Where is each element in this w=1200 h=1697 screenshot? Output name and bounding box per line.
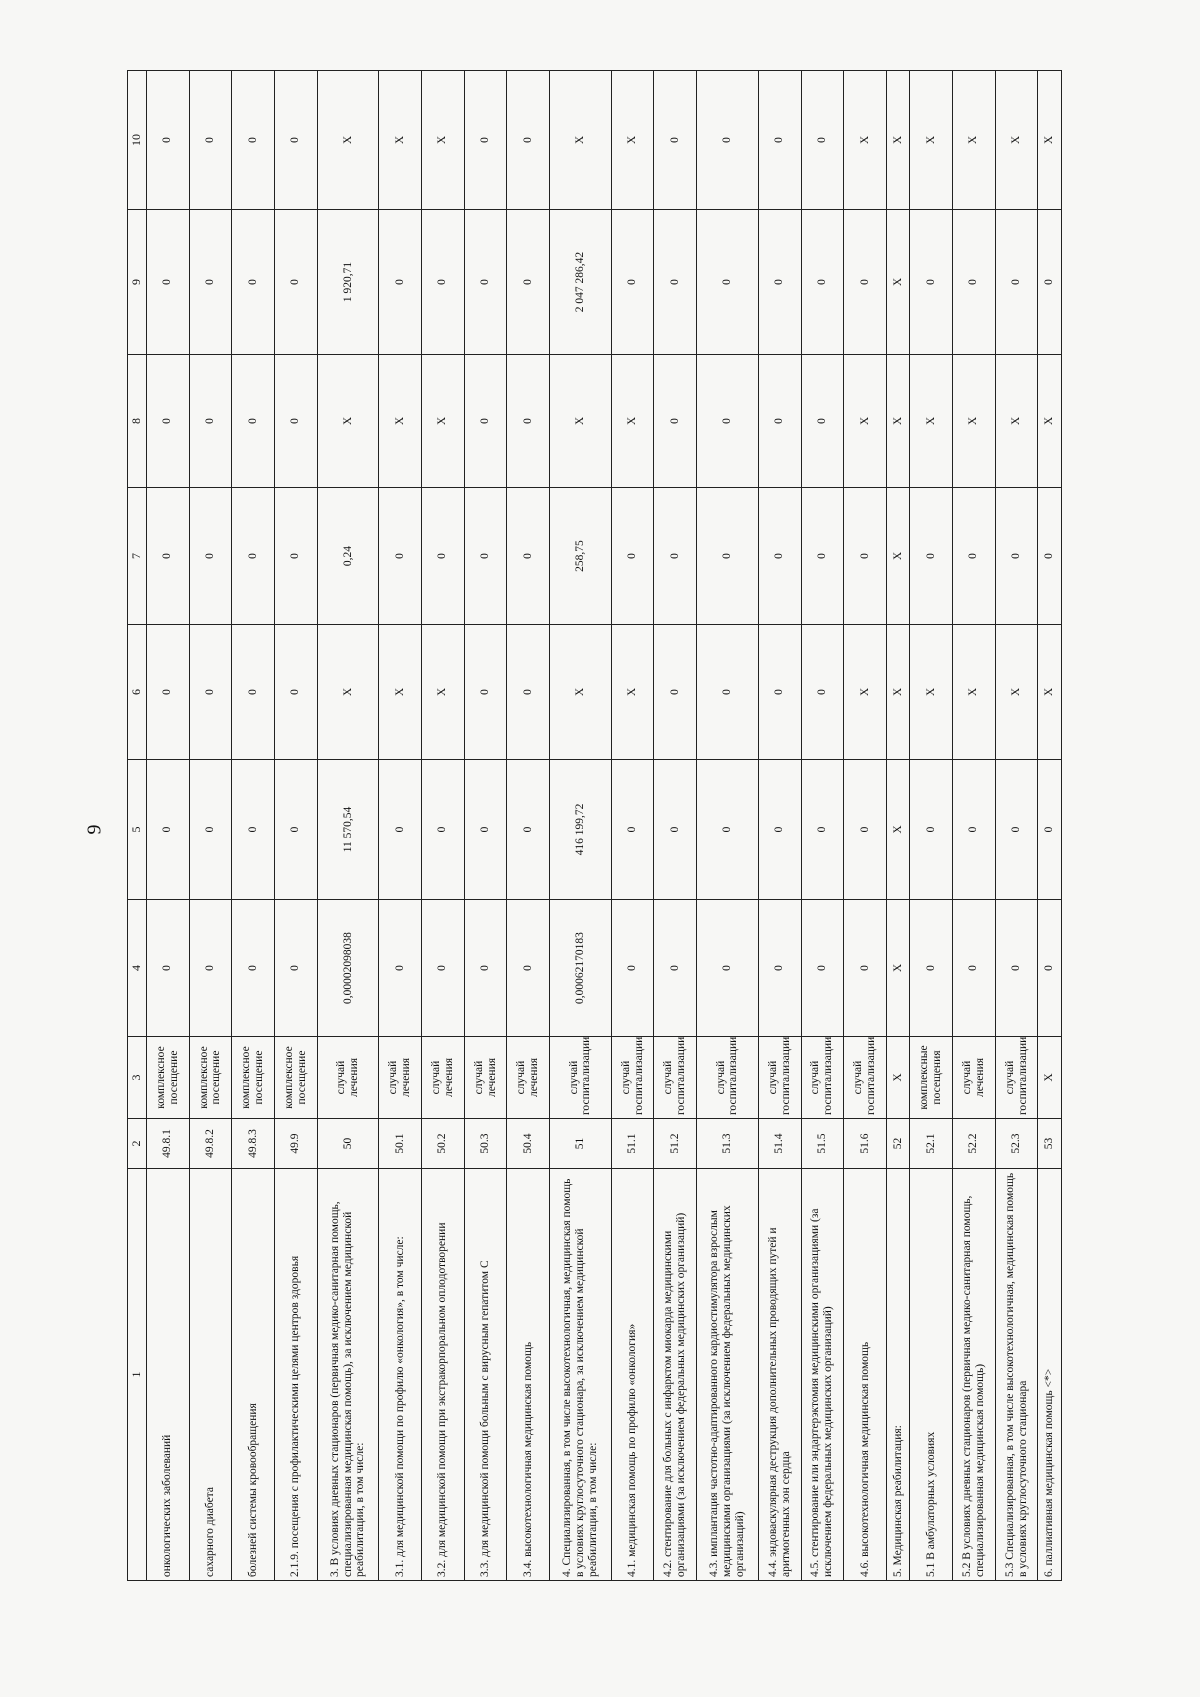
table-cell: 0 [232, 355, 275, 488]
table-cell: Х [886, 488, 910, 625]
table-cell: 0 [1038, 488, 1062, 625]
table-cell: 0 [801, 210, 844, 355]
table-cell: 0 [147, 355, 190, 488]
table-cell: 0 [697, 355, 759, 488]
table-cell: 0 [995, 900, 1038, 1037]
table-cell: Х [886, 1037, 910, 1119]
table-cell: Х [611, 71, 654, 210]
table-cell: 49.9 [274, 1119, 317, 1169]
table-cell: 0 [654, 625, 697, 760]
table-row [758, 71, 801, 1581]
table-cell: 0 [611, 760, 654, 900]
table-container [127, 71, 1062, 1581]
table-cell: случай госпитализации [611, 1037, 654, 1119]
table-cell: 0 [654, 760, 697, 900]
table-cell: 0 [910, 760, 953, 900]
table-cell: 0 [844, 488, 887, 625]
table-row [844, 71, 887, 1581]
table-row [232, 71, 275, 1581]
table-cell: Х [379, 625, 422, 760]
table-cell: 53 [1038, 1119, 1062, 1169]
row-label-cell: 5.2 В условиях дневных стационаров (первичная медико-санитарная помощь, специализированная медицинская помощь) [953, 1169, 996, 1581]
table-cell: 0 [189, 355, 232, 488]
table-cell: 0 [274, 210, 317, 355]
row-label-cell: 6. паллиативная медицинская помощь <*> [1038, 1169, 1062, 1581]
table-cell: 0 [697, 488, 759, 625]
table-cell: Х [379, 355, 422, 488]
table-cell: Х [886, 355, 910, 488]
table-cell: 0 [507, 625, 550, 760]
table-row [1038, 71, 1062, 1581]
table-cell: 0 [507, 71, 550, 210]
table-cell: 50.4 [507, 1119, 550, 1169]
table-row [953, 71, 996, 1581]
table-cell: 0 [697, 900, 759, 1037]
table-cell: 0 [758, 210, 801, 355]
table-cell: Х [1038, 71, 1062, 210]
row-label-cell: онкологических заболеваний [147, 1169, 190, 1581]
table-cell: 50 [317, 1119, 379, 1169]
table-cell: 49.8.3 [232, 1119, 275, 1169]
row-label-cell: 4.5. стентирование или эндартерэктомия медицинскими организациями (за исключением федеральных медицинских организаций) [801, 1169, 844, 1581]
table-row [654, 71, 697, 1581]
table-cell: комплексное посещение [232, 1037, 275, 1119]
table-cell: 50.2 [422, 1119, 465, 1169]
column-header-1: 1 [128, 1169, 147, 1581]
table-cell: 0 [147, 210, 190, 355]
table-cell: 52 [886, 1119, 910, 1169]
table-cell: Х [550, 71, 612, 210]
table-cell: Х [953, 71, 996, 210]
table-cell: 0 [274, 488, 317, 625]
table-cell: Х [422, 355, 465, 488]
row-label-cell: сахарного диабета [189, 1169, 232, 1581]
table-cell: 0 [995, 760, 1038, 900]
table-cell: случай госпитализации [550, 1037, 612, 1119]
table-cell: 51.2 [654, 1119, 697, 1169]
table-cell: 0 [274, 760, 317, 900]
table-cell: Х [886, 71, 910, 210]
row-label-cell: 4. Специализированная, в том числе высокотехнологичная, медицинская помощь в условиях круглосуточного стационара, за исключением медицинской реабилитации, в том числе: [550, 1169, 612, 1581]
table-cell: 0 [274, 355, 317, 488]
table-cell: случай госпитализации [654, 1037, 697, 1119]
table-cell: 416 199,72 [550, 760, 612, 900]
table-cell: 51.5 [801, 1119, 844, 1169]
table-cell: 0 [232, 760, 275, 900]
table-cell: случай лечения [422, 1037, 465, 1119]
table-cell: случай госпитализации [801, 1037, 844, 1119]
table-cell: Х [317, 71, 379, 210]
table-cell: 0 [697, 760, 759, 900]
table-cell: 0 [844, 210, 887, 355]
column-header-5: 5 [128, 760, 147, 900]
data-table [127, 70, 1062, 1581]
table-row [886, 71, 910, 1581]
table-cell: 0 [147, 488, 190, 625]
table-cell: 0 [953, 210, 996, 355]
column-header-3: 3 [128, 1037, 147, 1119]
table-cell: 0 [422, 210, 465, 355]
table-cell: 51.6 [844, 1119, 887, 1169]
table-cell: 51.3 [697, 1119, 759, 1169]
table-cell: Х [844, 71, 887, 210]
table-cell: 0 [507, 488, 550, 625]
table-row [317, 71, 379, 1581]
table-cell: Х [910, 71, 953, 210]
table-cell: 0 [464, 71, 507, 210]
row-label-cell: болезней системы кровообращения [232, 1169, 275, 1581]
table-cell: 0 [1038, 210, 1062, 355]
table-row [147, 71, 190, 1581]
row-label-cell: 3.3. для медицинской помощи больным с вирусным гепатитом С [464, 1169, 507, 1581]
table-cell: 0 [1038, 900, 1062, 1037]
table-row [697, 71, 759, 1581]
page-number: 9 [83, 824, 106, 835]
table-cell: комплексное посещение [147, 1037, 190, 1119]
table-row [422, 71, 465, 1581]
table-cell: 0 [274, 900, 317, 1037]
table-cell: 0 [507, 900, 550, 1037]
table-cell: 0 [995, 210, 1038, 355]
table-cell: 0 [611, 210, 654, 355]
table-cell: Х [379, 71, 422, 210]
table-cell: Х [550, 355, 612, 488]
table-cell: 0 [910, 900, 953, 1037]
table-cell: Х [910, 625, 953, 760]
table-cell: Х [1038, 625, 1062, 760]
table-cell: 0 [758, 355, 801, 488]
table-cell: 0 [232, 488, 275, 625]
table-cell: 0 [189, 488, 232, 625]
row-label-cell: 4.1. медицинская помощь по профилю «онкология» [611, 1169, 654, 1581]
table-row [995, 71, 1038, 1581]
column-header-6: 6 [128, 625, 147, 760]
table-cell: 0 [611, 488, 654, 625]
row-label-cell: 4.2. стентирование для больных с инфарктом миокарда медицинскими организациями (за исключением федеральных медицинских организаций) [654, 1169, 697, 1581]
table-cell: 11 570,54 [317, 760, 379, 900]
table-cell: 0 [464, 210, 507, 355]
table-cell: 0 [758, 900, 801, 1037]
table-cell: 0 [654, 71, 697, 210]
table-cell: Х [844, 355, 887, 488]
table-cell: 0 [758, 71, 801, 210]
table-cell: 0 [910, 488, 953, 625]
row-label-cell: 4.4. эндоваскулярная деструкция дополнительных проводящих путей и аритмогенных зон сердца [758, 1169, 801, 1581]
table-cell: 0 [464, 900, 507, 1037]
row-label-cell: 5.1 В амбулаторных условиях [910, 1169, 953, 1581]
table-cell: Х [953, 625, 996, 760]
table-cell: 0 [507, 210, 550, 355]
column-header-8: 8 [128, 355, 147, 488]
table-cell: 0 [379, 488, 422, 625]
table-cell: 0 [801, 355, 844, 488]
table-cell: случай лечения [379, 1037, 422, 1119]
table-cell: 52.3 [995, 1119, 1038, 1169]
table-header [128, 71, 147, 1581]
row-label-cell: 2.1.9. посещения с профилактическими целями центров здоровья [274, 1169, 317, 1581]
table-cell: Х [886, 900, 910, 1037]
table-cell: Х [886, 210, 910, 355]
row-label-cell: 5.3 Специализированная, в том числе высокотехнологичная, медицинская помощь в условиях круглосуточного стационара [995, 1169, 1038, 1581]
table-cell: Х [886, 760, 910, 900]
row-label-cell: 3.2. для медицинской помощи при экстракорпоральном оплодотворении [422, 1169, 465, 1581]
table-cell: 0 [654, 210, 697, 355]
table-cell: Х [844, 625, 887, 760]
table-cell: 51 [550, 1119, 612, 1169]
table-cell: 0 [953, 900, 996, 1037]
table-cell: 0 [758, 760, 801, 900]
table-cell: 0 [654, 488, 697, 625]
table-cell: 0 [189, 900, 232, 1037]
table-cell: 0 [801, 625, 844, 760]
table-cell: 0 [953, 760, 996, 900]
table-cell: Х [611, 355, 654, 488]
table-cell: 0 [844, 900, 887, 1037]
table-row [464, 71, 507, 1581]
table-cell: 0 [189, 760, 232, 900]
table-cell: 0 [758, 625, 801, 760]
table-cell: 0 [1038, 760, 1062, 900]
table-cell: 0 [379, 760, 422, 900]
table-cell: 49.8.2 [189, 1119, 232, 1169]
table-cell: 0 [844, 760, 887, 900]
table-cell: 258,75 [550, 488, 612, 625]
table-cell: 0 [232, 210, 275, 355]
table-row [274, 71, 317, 1581]
table-cell: Х [550, 625, 612, 760]
table-cell: 0,24 [317, 488, 379, 625]
table-cell: 0 [801, 488, 844, 625]
row-label-cell: 4.6. высокотехнологичная медицинская помощь [844, 1169, 887, 1581]
table-cell: 0 [611, 900, 654, 1037]
table-cell: 0,00002098038 [317, 900, 379, 1037]
table-cell: Х [611, 625, 654, 760]
table-cell: 0 [147, 900, 190, 1037]
table-cell: 0,00062170183 [550, 900, 612, 1037]
table-cell: 0 [507, 355, 550, 488]
table-cell: 0 [232, 625, 275, 760]
table-row [507, 71, 550, 1581]
table-cell: 0 [189, 625, 232, 760]
table-cell: случай госпитализации [758, 1037, 801, 1119]
table-cell: 0 [422, 488, 465, 625]
table-row [910, 71, 953, 1581]
table-cell: 0 [232, 900, 275, 1037]
table-cell: 0 [422, 900, 465, 1037]
table-cell: случай госпитализации [697, 1037, 759, 1119]
row-label-cell: 3.4. высокотехнологичная медицинская помощь [507, 1169, 550, 1581]
table-cell: 50.1 [379, 1119, 422, 1169]
table-cell: Х [886, 625, 910, 760]
table-cell: 0 [274, 625, 317, 760]
table-cell: 51.4 [758, 1119, 801, 1169]
table-cell: 0 [910, 210, 953, 355]
table-cell: 0 [995, 488, 1038, 625]
table-cell: 0 [758, 488, 801, 625]
table-cell: 0 [654, 355, 697, 488]
table-cell: случай госпитализации [995, 1037, 1038, 1119]
table-cell: случай лечения [507, 1037, 550, 1119]
table-cell: 0 [379, 210, 422, 355]
table-cell: 0 [422, 760, 465, 900]
table-cell: Х [317, 355, 379, 488]
table-cell: 51.1 [611, 1119, 654, 1169]
table-cell: 52.2 [953, 1119, 996, 1169]
table-cell: комплексные посещения [910, 1037, 953, 1119]
table-cell: 1 920,71 [317, 210, 379, 355]
table-cell: 0 [654, 900, 697, 1037]
row-label-cell: 4.3. имплантация частотно-адаптированного кардиостимулятора взрослым медицинскими организациями (за исключением федеральных медицинских организаций) [697, 1169, 759, 1581]
table-cell: Х [317, 625, 379, 760]
table-cell: Х [1038, 1037, 1062, 1119]
table-cell: 0 [147, 625, 190, 760]
row-label-cell: 5. Медицинская реабилитация: [886, 1169, 910, 1581]
table-cell: 0 [507, 760, 550, 900]
column-header-7: 7 [128, 488, 147, 625]
table-cell: Х [953, 355, 996, 488]
table-cell: случай лечения [464, 1037, 507, 1119]
table-cell: Х [995, 625, 1038, 760]
table-cell: 0 [147, 760, 190, 900]
column-header-2: 2 [128, 1119, 147, 1169]
table-cell: случай лечения [317, 1037, 379, 1119]
table-cell: случай госпитализации [844, 1037, 887, 1119]
table-cell: Х [422, 625, 465, 760]
table-cell: 0 [801, 760, 844, 900]
table-cell: 0 [274, 71, 317, 210]
table-cell: 0 [464, 760, 507, 900]
table-cell: 49.8.1 [147, 1119, 190, 1169]
table-row [189, 71, 232, 1581]
header-row [128, 71, 147, 1581]
table-cell: 0 [697, 210, 759, 355]
table-cell: 0 [801, 71, 844, 210]
table-cell: 0 [801, 900, 844, 1037]
table-cell: 0 [379, 900, 422, 1037]
table-row [550, 71, 612, 1581]
row-label-cell: 3. В условиях дневных стационаров (первичная медико-санитарная помощь, специализированная медицинская помощь), за исключением медицинской реабилитации, в том числе: [317, 1169, 379, 1581]
table-cell: Х [1038, 355, 1062, 488]
column-header-10: 10 [128, 71, 147, 210]
table-cell: комплексное посещение [189, 1037, 232, 1119]
table-cell: Х [422, 71, 465, 210]
table-row [611, 71, 654, 1581]
table-cell: 0 [189, 210, 232, 355]
table-cell: 2 047 286,42 [550, 210, 612, 355]
table-cell: 0 [697, 71, 759, 210]
table-cell: 0 [147, 71, 190, 210]
table-cell: Х [995, 71, 1038, 210]
table-cell: 52.1 [910, 1119, 953, 1169]
column-header-4: 4 [128, 900, 147, 1037]
table-row [379, 71, 422, 1581]
table-cell: 0 [464, 355, 507, 488]
table-cell: 0 [953, 488, 996, 625]
table-cell: случай лечения [953, 1037, 996, 1119]
column-header-9: 9 [128, 210, 147, 355]
row-label-cell: 3.1. для медицинской помощи по профилю «онкология», в том числе: [379, 1169, 422, 1581]
table-cell: 0 [189, 71, 232, 210]
table-cell: 0 [232, 71, 275, 210]
table-cell: Х [995, 355, 1038, 488]
table-cell: комплексное посещение [274, 1037, 317, 1119]
table-body [147, 71, 1062, 1581]
table-cell: 50.3 [464, 1119, 507, 1169]
table-cell: 0 [464, 488, 507, 625]
table-row [801, 71, 844, 1581]
table-cell: 0 [464, 625, 507, 760]
table-cell: Х [910, 355, 953, 488]
table-cell: 0 [697, 625, 759, 760]
